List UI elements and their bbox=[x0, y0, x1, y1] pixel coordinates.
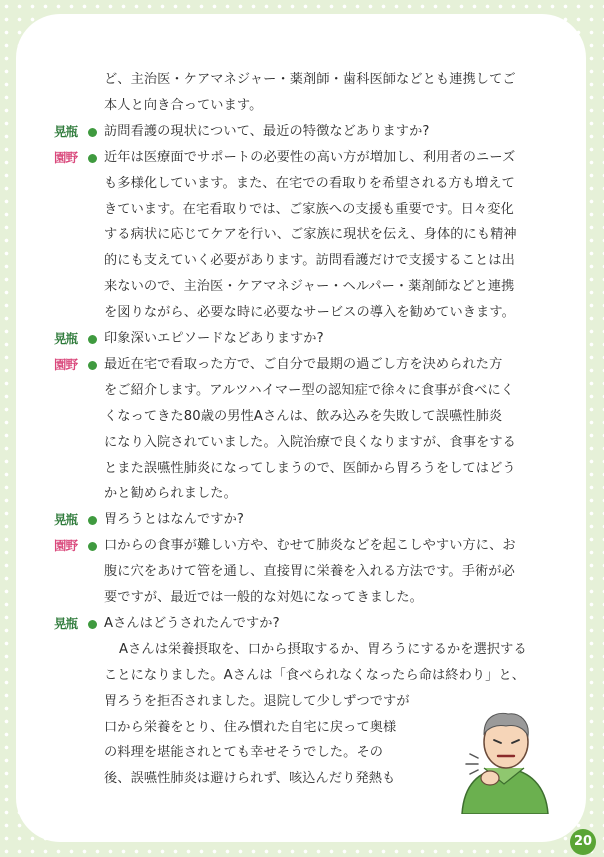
interviewer-name: 晃瓶 bbox=[54, 615, 78, 631]
bullet-dot-icon bbox=[88, 128, 97, 137]
coughing-man-illustration bbox=[454, 704, 554, 814]
line-text: 最近在宅で看取った方で、ご自分で最期の過ごし方を決められた方 bbox=[104, 356, 503, 372]
line-text: になり入院されていました。入院治療で良くなりますが、食事をする bbox=[104, 434, 516, 450]
line-text: 訪問看護の現状について、最近の特徴などありますか? bbox=[104, 123, 430, 139]
line-text: きています。在宅看取りでは、ご家族への支援も重要です。日々変化 bbox=[104, 201, 514, 217]
line-text: ことになりました。Aさんは「食べられなくなったら命は終わり」と、 bbox=[104, 667, 526, 683]
line-text: をご紹介します。アルツハイマー型の認知症で徐々に食事が食べにく bbox=[104, 382, 515, 398]
line-text: Aさんは栄養摂取を、口から摂取するか、胃ろうにするかを選択する bbox=[119, 641, 527, 657]
bullet-dot-icon bbox=[88, 335, 97, 344]
bullet-dot-icon bbox=[88, 516, 97, 525]
speaker-name: 園野 bbox=[54, 149, 78, 165]
line-text: とまた誤嚥性肺炎になってしまうので、医師から胃ろうをしてはどう bbox=[104, 460, 516, 476]
line-text: 近年は医療面でサポートの必要性の高い方が増加し、利用者のニーズ bbox=[104, 149, 516, 165]
line-text: の料理を堪能されとても幸せそうでした。その bbox=[104, 745, 384, 761]
line-text: かと勧められました。 bbox=[104, 486, 237, 502]
line-text: 胃ろうとはなんですか? bbox=[104, 512, 244, 528]
line-text: 印象深いエピソードなどありますか? bbox=[104, 331, 324, 346]
line-text: くなってきた80歳の男性Aさんは、飲み込みを失敗して誤嚥性肺炎 bbox=[104, 408, 503, 424]
speaker-name: 園野 bbox=[54, 356, 78, 372]
line-text: 本人と向き合っています。 bbox=[104, 97, 263, 113]
line-text: 後、誤嚥性肺炎は避けられず、咳込んだり発熱も bbox=[104, 771, 396, 787]
line-text: 腹に穴をあけて管を通し、直接胃に栄養を入れる方法です。手術が必 bbox=[104, 564, 515, 580]
bullet-dot-icon bbox=[88, 154, 97, 163]
interviewer-name: 晃瓶 bbox=[54, 331, 78, 346]
line-text: 来ないので、主治医・ケアマネジャー・ヘルパー・薬剤師などと連携 bbox=[104, 279, 515, 295]
line-text: 要ですが、最近では一般的な対処になってきました。 bbox=[104, 590, 423, 605]
bullet-dot-icon bbox=[88, 620, 97, 629]
line-text: 胃ろうを拒否されました。退院して少しずつですが bbox=[104, 693, 410, 709]
line-text: を図りながら、必要な時に必要なサービスの導入を勧めていきます。 bbox=[104, 305, 515, 321]
bullet-dot-icon bbox=[88, 542, 97, 551]
interviewer-name: 晃瓶 bbox=[54, 512, 78, 528]
interviewer-name: 晃瓶 bbox=[54, 123, 78, 139]
line-text: 的にも支えていく必要があります。訪問看護だけで支援することは出 bbox=[104, 253, 515, 269]
line-text: ど、主治医・ケアマネジャー・薬剤師・歯科医師などとも連携してご bbox=[104, 72, 516, 87]
page-number: 20 bbox=[570, 829, 596, 855]
bullet-dot-icon bbox=[88, 361, 97, 370]
line-text: も多様化しています。また、在宅での看取りを希望される方も増えて bbox=[104, 175, 515, 191]
line-text: 口からの食事が難しい方や、むせて肺炎などを起こしやすい方に、お bbox=[104, 538, 516, 554]
line-text: 口から栄養をとり、住み慣れた自宅に戻って奥様 bbox=[104, 719, 397, 735]
line-text: する病状に応じてケアを行い、ご家族に現状を伝え、身体的にも精神 bbox=[104, 227, 517, 243]
line-text: Aさんはどうされたんですか? bbox=[104, 615, 280, 631]
page-sheet bbox=[16, 14, 593, 849]
speaker-name: 園野 bbox=[54, 538, 78, 554]
